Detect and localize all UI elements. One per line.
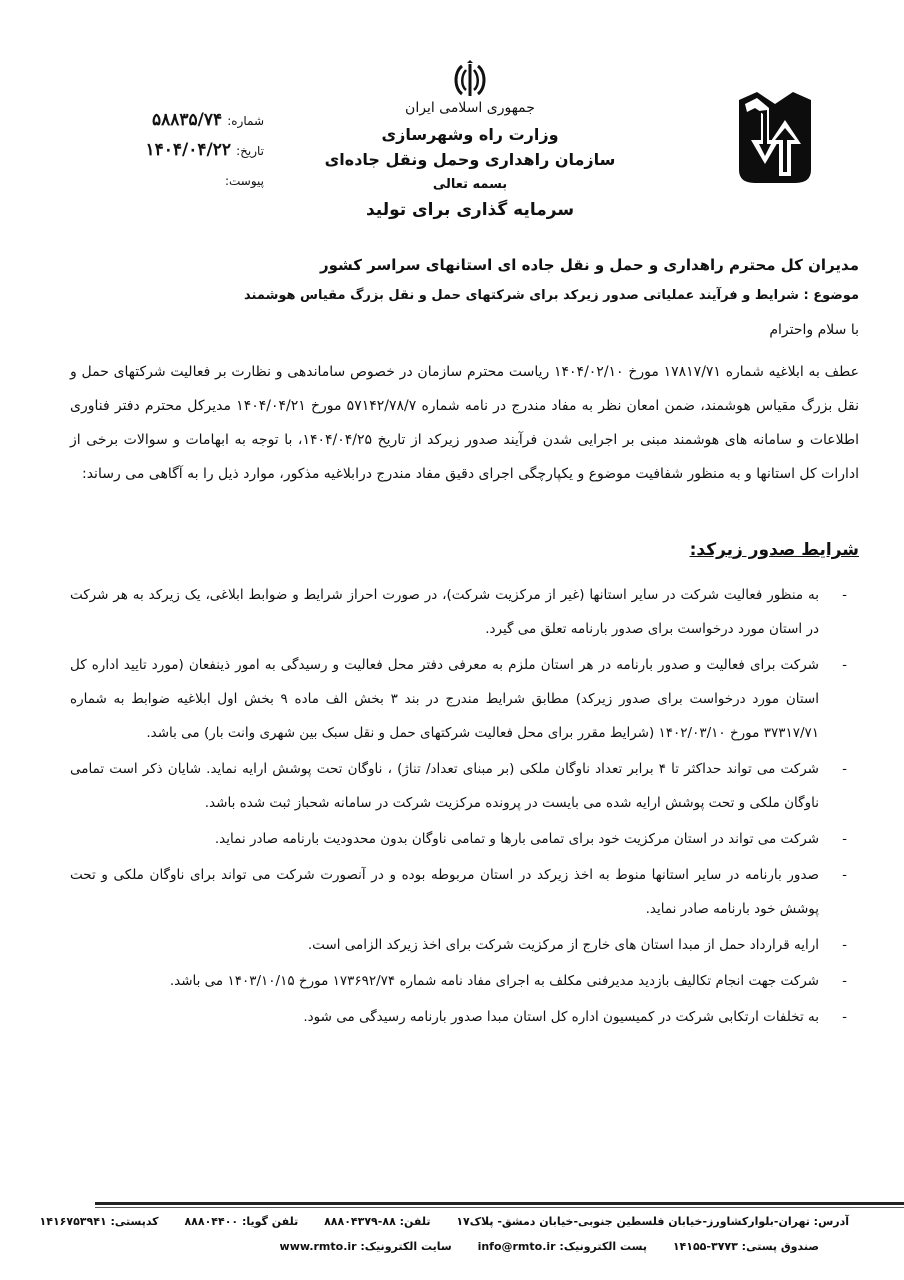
footer-line-1	[39, 1215, 849, 1228]
rmto-logo-icon	[735, 90, 815, 185]
list-item-text: شرکت می تواند حداکثر تا ۴ برابر تعداد ناوگان ملکی (بر مبنای تعداد/ تناژ) ، ناوگان تحت پوشش ارایه نماید. شایان ذکر است تمامی ناوگان ملکی و تحت پوشش ارایه شده می بایست در پرونده مرکزیت شرکت در سامانه شحباز ثبت شده باشد.	[70, 761, 819, 811]
bullet-dash: -	[842, 657, 847, 673]
body-paragraph: عطف به ابلاغیه شماره ۱۷۸۱۷/۷۱ مورخ ۱۴۰۴/۰۲/۱۰ ریاست محترم سازمان در خصوص ساماندهی و نظارت بر فعالیت شرکتهای حمل و نقل بزرگ مقیاس هوشمند، ضمن امعان نظر به مفاد مندرج در نامه شماره ۵۷۱۴۲/۷۸/۷ مورخ ۱۴۰۴/۰۴/۲۱ مدیرکل محترم دفتر فناوری اطلاعات و سامانه های هوشمند مبنی بر اجرایی شدن فرآیند صدور زیرکد از تاریخ ۱۴۰۴/۰۴/۲۵، با توجه به ابهامات و سوالات برخی از ادارات کل استانها و به منظور شفافیت موضوع و یکپارچگی اجرای دقیق مفاد مندرج درابلاغیه مذکور، موارد ذیل را به آگاهی می رساند:	[70, 364, 860, 482]
list-item-text: به منظور فعالیت شرکت در سایر استانها (غیر از مرکزیت شرکت)، در صورت احراز شرایط و ضوابط ابلاغی، یک زیرکد به هر شرکت در استان مورد درخواست برای صدور بارنامه تعلق می گیرد.	[70, 587, 819, 637]
footer-website[interactable]: سایت الکترونیک: www.rmto.ir	[279, 1240, 452, 1253]
footer-postal-code: کدپستی: ۱۴۱۶۷۵۳۹۴۱	[39, 1215, 159, 1228]
letter-attachment	[225, 170, 264, 189]
list-item-text: شرکت جهت انجام تکالیف بازدید مدیرفنی مکلف به اجرای مفاد نامه شماره ۱۷۳۶۹۲/۷۴ مورخ ۱۴۰۳/۱۰/۱۵ می باشد.	[169, 973, 819, 989]
iran-emblem-icon	[450, 60, 490, 100]
bullet-dash: -	[842, 1009, 847, 1025]
bullet-dash: -	[842, 937, 847, 953]
list-item	[70, 964, 859, 998]
footer-divider	[95, 1202, 904, 1205]
date-value: ۱۴۰۴/۰۴/۲۲	[145, 140, 231, 160]
footer-address: آدرس: تهران-بلوارکشاورز-خیابان فلسطین جنوبی-خیابان دمشق- پلاک۱۷	[456, 1215, 849, 1228]
bullet-dash: -	[842, 761, 847, 777]
list-item-text: ارایه قرارداد حمل از مبدا استان های خارج از مرکزیت شرکت برای اخذ زیرکد الزامی است.	[307, 937, 819, 953]
addressee: مدیران کل محترم راهداری و حمل و نقل جاده ای استانهای سراسر کشور	[319, 256, 859, 274]
footer-divider-thin	[95, 1207, 904, 1208]
list-item	[70, 822, 859, 856]
bullet-dash: -	[842, 973, 847, 989]
section-title: شرایط صدور زیرکد:	[689, 540, 859, 560]
ministry-name: وزارت راه وشهرسازی	[381, 125, 559, 144]
subject: موضوع : شرایط و فرآیند عملیاتی صدور زیرکد برای شرکتهای حمل و نقل بزرگ مقیاس هوشمند	[244, 288, 859, 303]
slogan: سرمایه گذاری برای تولید	[365, 200, 575, 220]
number-value: ۵۸۸۳۵/۷۴	[152, 110, 223, 130]
date-label: تاریخ:	[236, 144, 264, 158]
footer-phone: تلفن: ۸۸-۸۸۸۰۴۳۷۹	[324, 1215, 431, 1228]
bullet-dash: -	[842, 867, 847, 883]
list-item	[70, 858, 859, 926]
number-label: شماره:	[227, 114, 264, 128]
list-item	[70, 752, 859, 820]
republic-name: جمهوری اسلامی ایران	[405, 100, 535, 116]
conditions-list	[70, 578, 859, 1036]
bullet-dash: -	[842, 587, 847, 603]
footer-voice-phone: تلفن گویا: ۸۸۸۰۴۴۰۰	[184, 1215, 299, 1228]
letter-date	[146, 140, 264, 160]
list-item	[70, 648, 859, 750]
bullet-dash: -	[842, 831, 847, 847]
organization-name: سازمان راهداری وحمل ونقل جاده‌ای	[324, 150, 616, 169]
list-item	[70, 928, 859, 962]
list-item	[70, 1000, 859, 1034]
list-item-text: شرکت برای فعالیت و صدور بارنامه در هر استان ملزم به معرفی دفتر محل فعالیت و رسیدگی به امور ذینفعان (مورد تایید اداره کل استان مورد درخواست برای صدور زیرکد) مطابق شرایط مندرج در بند ۳ بخش الف ماده ۹ بخش اول ابلاغیه ضوابط به شماره ۳۷۳۱۷/۷۱ مورخ ۱۴۰۲/۰۳/۱۰ (شرایط مقرر برای محل فعالیت شرکتهای حمل و نقل سبک بین شهری وانت بار) می باشد.	[70, 657, 819, 741]
list-item-text: شرکت می تواند در استان مرکزیت خود برای تمامی بارها و تمامی ناوگان بدون محدودیت بارنامه صادر نماید.	[214, 831, 819, 847]
list-item-text: صدور بارنامه در سایر استانها منوط به اخذ زیرکد در استان مربوطه بوده و در آنصورت شرکت می تواند برای ناوگان ملکی و تحت پوشش خود بارنامه صادر نماید.	[70, 867, 819, 917]
attachment-label: پیوست:	[224, 174, 264, 188]
footer-email[interactable]: پست الکترونیک: info@rmto.ir	[477, 1240, 647, 1253]
footer-po-box: صندوق پستی: ۳۷۷۳-۱۴۱۵۵	[672, 1240, 819, 1253]
letter-number	[152, 110, 264, 130]
list-item-text: به تخلفات ارتکابی شرکت در کمیسیون اداره کل استان مبدا صدور بارنامه رسیدگی می شود.	[303, 1009, 819, 1025]
footer-line-2	[135, 1240, 819, 1253]
greeting: با سلام واحترام	[769, 322, 859, 338]
bismillah: بسمه تعالی	[432, 177, 508, 192]
list-item	[70, 578, 859, 646]
